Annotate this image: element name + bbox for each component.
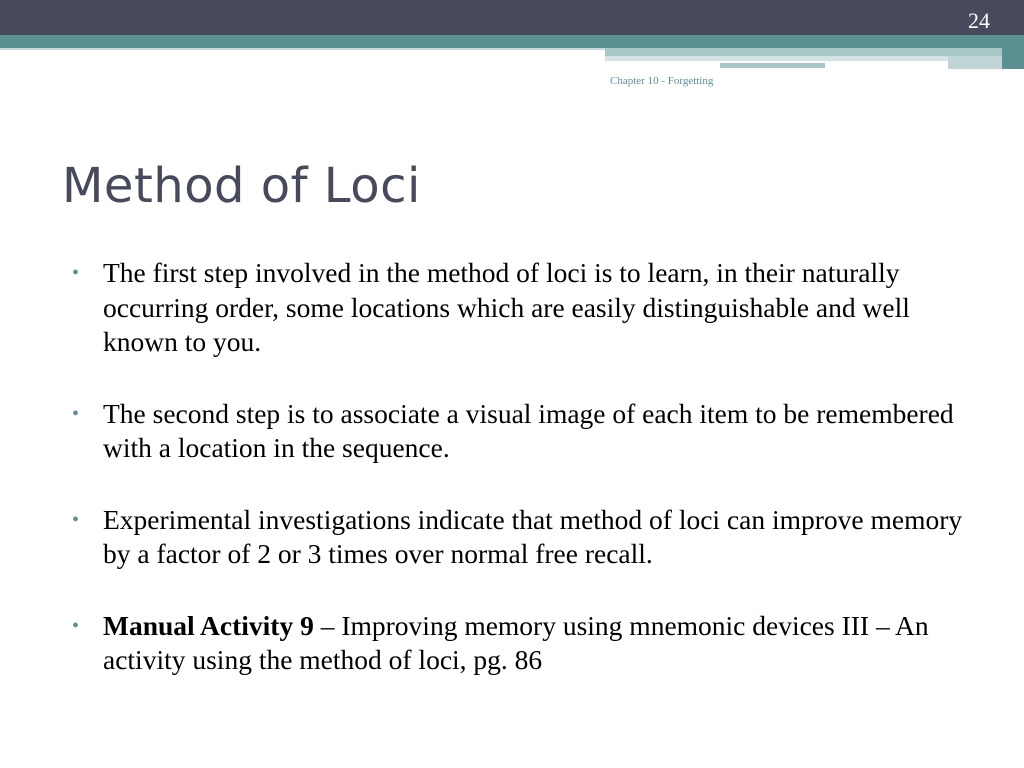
slide-number: 24 [968,8,990,33]
activity-label: Manual Activity 9 [103,609,314,641]
chapter-footer: Chapter 10 - Forgetting [610,75,714,87]
bullet-item [72,503,972,572]
bullet-text: The first step involved in the method of loci is to learn, in their naturally occurring order, some locations which are easily distinguishable and well known to you. [103,257,910,357]
header-lower-strip [720,63,825,68]
bullet-text: – Improving memory using mnemonic devices III – An activity using the method of loci, pg. 86 [103,609,929,675]
bullet-marker-icon: • [72,262,80,284]
header-grey-line [0,48,605,50]
bullet-marker-icon: • [72,508,80,531]
bullet-text: The second step is to associate a visual image of each item to be remembered with a location in the sequence. [103,397,954,463]
header-light-block [948,56,1002,69]
slide-title: Method of Loci [62,158,421,214]
bullet-marker-icon: • [72,402,80,425]
header-teal-tab [1002,35,1024,69]
bullet-item [72,256,972,360]
header-pale-strip [605,56,948,61]
header-teal-band [0,35,1024,48]
header-dark-band [0,0,1024,35]
bullet-item [72,609,972,678]
bullet-text: Experimental investigations indicate that method of loci can improve memory by a factor of 2 or 3 times over normal free recall. [103,503,963,569]
bullet-marker-icon: • [72,614,80,637]
bullet-item [72,397,972,466]
header-light-strip [605,48,1002,56]
bullet-list [72,256,972,715]
